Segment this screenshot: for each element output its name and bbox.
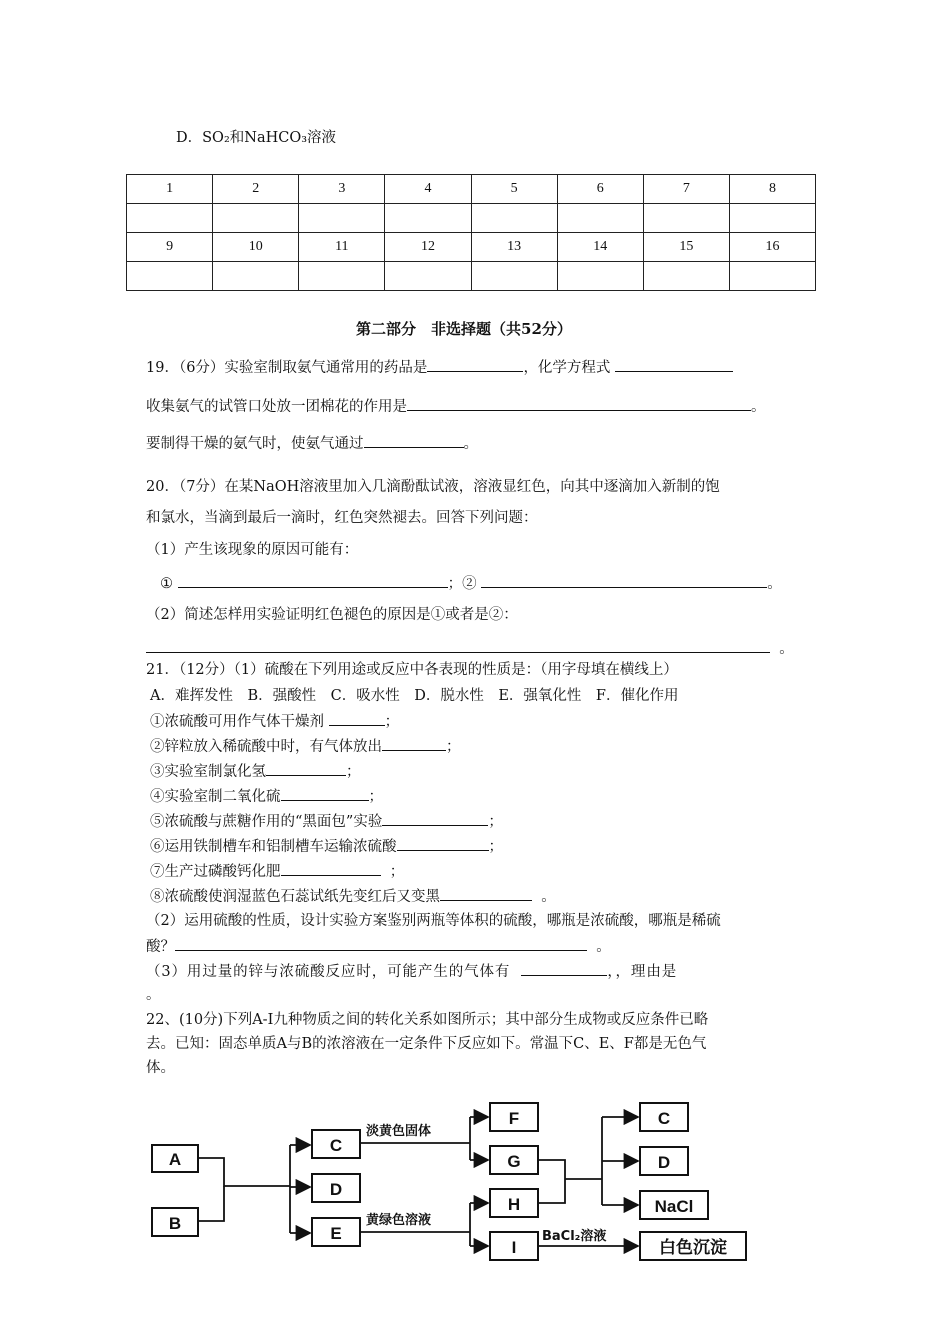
table-cell: 2 xyxy=(213,175,299,204)
answer-cell[interactable] xyxy=(557,262,643,291)
item-end: ； xyxy=(384,714,400,730)
q21-item xyxy=(150,861,404,882)
item-text: ⑤浓硫酸与蔗糖作用的“黑面包”实验 xyxy=(150,814,383,830)
q19-line3 xyxy=(146,433,478,454)
item-text: ⑥运用铁制槽车和铝制槽车运输浓硫酸 xyxy=(150,839,397,855)
box-a xyxy=(152,1145,198,1172)
q22-line1: 22、(10分)下列A-I九种物质之间的转化关系如图所示；其中部分生成物或反应条件已略 xyxy=(146,1012,709,1028)
q20-line6 xyxy=(146,638,794,659)
table-cell: 15 xyxy=(643,233,729,262)
connector-line xyxy=(198,1158,290,1186)
item-end: ； xyxy=(488,839,503,855)
box-e xyxy=(312,1218,360,1246)
q19-text: ，化学方程式 xyxy=(523,360,611,376)
table-cell: 5 xyxy=(471,175,557,204)
q21-item xyxy=(150,761,361,782)
box-white-precipitate xyxy=(640,1232,746,1260)
answer-blank[interactable] xyxy=(178,573,448,588)
answer-cell[interactable] xyxy=(643,262,729,291)
item-end: ； xyxy=(346,764,361,780)
answer-cell[interactable] xyxy=(299,262,385,291)
label-bacl2-solution: BaCl₂溶液 xyxy=(542,1229,607,1244)
answer-blank[interactable] xyxy=(382,811,488,826)
q20-end2: 。 xyxy=(779,641,794,657)
part2-end: 。 xyxy=(596,939,611,955)
answer-blank[interactable] xyxy=(382,736,446,751)
answer-blank[interactable] xyxy=(521,961,607,976)
q21-line1: 21．（12分）（1）硫酸在下列用途或反应中各表现的性质是：（用字母填在横线上） xyxy=(146,662,678,678)
label-yellow-green-solution: 黄绿色溶液 xyxy=(366,1213,432,1228)
box-label: D xyxy=(657,1153,671,1172)
q21-item xyxy=(150,786,383,807)
answer-blank[interactable] xyxy=(146,638,770,653)
answer-blank[interactable] xyxy=(407,396,751,411)
circle-1: ① xyxy=(160,576,173,592)
answer-cell[interactable] xyxy=(557,204,643,233)
table-cell: 4 xyxy=(385,175,471,204)
answer-cell[interactable] xyxy=(213,204,299,233)
box-f xyxy=(490,1103,538,1131)
item-end: ； xyxy=(368,789,383,805)
box-label: C xyxy=(329,1136,343,1155)
box-i xyxy=(490,1232,538,1260)
q19-text: 。 xyxy=(463,436,478,452)
q22-line2: 去。已知：固态单质A与B的浓溶液在一定条件下反应如下。常温下C、E、F都是无色气 xyxy=(146,1036,707,1052)
table-cell: 7 xyxy=(643,175,729,204)
q21-options: A．难挥发性 B．强酸性 C．吸水性 D．脱水性 E．强氧化性 F．催化作用 xyxy=(150,688,679,704)
table-cell: 8 xyxy=(729,175,815,204)
item-end: 。 xyxy=(541,889,556,905)
box-label: A xyxy=(168,1150,182,1169)
q20-end: 。 xyxy=(767,576,782,592)
q21-item xyxy=(150,836,503,857)
box-c xyxy=(312,1130,360,1158)
box-b xyxy=(152,1208,198,1236)
q22-line3: 体。 xyxy=(146,1060,175,1076)
item-text: ③实验室制氯化氢 xyxy=(150,764,266,780)
q21-item xyxy=(150,886,556,907)
q19-text: 收集氨气的试管口处放一团棉花的作用是 xyxy=(146,399,407,415)
q21-item xyxy=(150,811,503,832)
item-text: ④实验室制二氧化硫 xyxy=(150,789,281,805)
answer-blank[interactable] xyxy=(175,936,587,951)
answer-cell[interactable] xyxy=(471,262,557,291)
q21-part2-line2 xyxy=(146,936,611,957)
answer-cell[interactable] xyxy=(643,204,729,233)
table-row xyxy=(127,175,816,204)
answer-blank[interactable] xyxy=(281,786,369,801)
answer-blank[interactable] xyxy=(615,357,733,372)
section-title: 第二部分 非选择题（共52分） xyxy=(356,320,572,338)
table-cell: 13 xyxy=(471,233,557,262)
table-cell: 16 xyxy=(729,233,815,262)
box-label: B xyxy=(168,1214,182,1233)
connector-line xyxy=(538,1179,565,1203)
part3-text: （3）用过量的锌与浓硫酸反应时，可能产生的气体有 xyxy=(146,964,511,980)
item-text: ②锌粒放入稀硫酸中时，有气体放出 xyxy=(150,739,382,755)
q19-text: 要制得干燥的氨气时，使氨气通过 xyxy=(146,436,364,452)
answer-blank[interactable] xyxy=(440,886,532,901)
box-h xyxy=(490,1189,538,1217)
answer-blank[interactable] xyxy=(329,711,385,726)
q21-part3-line1: （3）用过量的锌与浓硫酸反应时，可能产生的气体有 ，，理由是 xyxy=(146,961,677,982)
box-label: E xyxy=(330,1224,342,1243)
answer-cell[interactable] xyxy=(213,262,299,291)
q19-text: 。 xyxy=(751,399,766,415)
answer-cell[interactable] xyxy=(471,204,557,233)
answer-blank[interactable] xyxy=(481,573,767,588)
q20-line1: 20．（7分）在某NaOH溶液里加入几滴酚酞试液，溶液显红色，向其中逐滴加入新制的饱 xyxy=(146,479,720,495)
item-text: ⑧浓硫酸使润湿蓝色石蕊试纸先变红后又变黑 xyxy=(150,889,440,905)
q19-text: 19．（6分）实验室制取氨气通常用的药品是 xyxy=(146,360,428,376)
answer-table xyxy=(126,174,816,291)
q21-item xyxy=(150,711,399,732)
answer-blank[interactable] xyxy=(364,433,464,448)
table-cell: 10 xyxy=(213,233,299,262)
answer-cell[interactable] xyxy=(385,204,471,233)
q19-line2 xyxy=(146,396,766,417)
answer-cell[interactable] xyxy=(729,204,815,233)
answer-blank[interactable] xyxy=(427,357,523,372)
part2-text: 酸？ xyxy=(146,939,175,955)
box-nacl xyxy=(640,1191,708,1219)
q20-line4 xyxy=(160,573,782,594)
answer-cell[interactable] xyxy=(127,262,213,291)
table-cell: 3 xyxy=(299,175,385,204)
box-label: 白色沉淀 xyxy=(659,1238,727,1257)
part3-text: ，理由是 xyxy=(615,964,678,980)
table-cell: 12 xyxy=(385,233,471,262)
item-end: ； xyxy=(488,814,503,830)
answer-cell[interactable] xyxy=(385,262,471,291)
answer-cell[interactable] xyxy=(729,262,815,291)
answer-blank[interactable] xyxy=(281,861,381,876)
answer-blank[interactable] xyxy=(266,761,346,776)
box-label: H xyxy=(507,1195,521,1214)
answer-cell[interactable] xyxy=(299,204,385,233)
q21-item xyxy=(150,736,461,757)
table-row xyxy=(127,204,816,233)
q20-sep: ；② xyxy=(447,576,477,592)
box-d-product xyxy=(640,1147,688,1175)
connector-line xyxy=(198,1186,224,1221)
table-row xyxy=(127,262,816,291)
box-label: I xyxy=(511,1238,517,1257)
q21-part3-end: 。 xyxy=(146,987,161,1003)
answer-blank[interactable] xyxy=(397,836,489,851)
box-c-product xyxy=(640,1103,688,1131)
table-cell: 1 xyxy=(127,175,213,204)
item-end: ； xyxy=(446,739,461,755)
box-label: G xyxy=(507,1152,521,1171)
table-cell: 11 xyxy=(299,233,385,262)
table-cell: 9 xyxy=(127,233,213,262)
q21-part2-line1: （2）运用硫酸的性质，设计实验方案鉴别两瓶等体积的硫酸，哪瓶是浓硫酸，哪瓶是稀硫 xyxy=(146,913,721,929)
item-text: ①浓硫酸可用作气体干燥剂 xyxy=(150,714,324,730)
label-pale-yellow-solid: 淡黄色固体 xyxy=(366,1124,432,1139)
table-row xyxy=(127,233,816,262)
reaction-diagram xyxy=(140,1090,780,1274)
box-g xyxy=(490,1146,538,1174)
option-d: D．SO₂和NaHCO₃溶液 xyxy=(176,130,337,146)
box-label: F xyxy=(508,1109,520,1128)
q20-line3: （1）产生该现象的原因可能有： xyxy=(146,542,359,558)
item-text: ⑦生产过磷酸钙化肥 xyxy=(150,864,281,880)
box-d xyxy=(312,1174,360,1202)
box-label: C xyxy=(657,1109,671,1128)
answer-cell[interactable] xyxy=(127,204,213,233)
table-cell: 14 xyxy=(557,233,643,262)
q19-line1 xyxy=(146,357,733,378)
table-cell: 6 xyxy=(557,175,643,204)
item-end: ； xyxy=(389,864,405,880)
connector-line xyxy=(538,1160,565,1179)
box-label: D xyxy=(329,1180,343,1199)
q20-line2: 和氯水，当滴到最后一滴时，红色突然褪去。回答下列问题： xyxy=(146,510,538,526)
box-label: NaCl xyxy=(654,1197,694,1216)
q20-line5: （2）简述怎样用实验证明红色褪色的原因是①或者是②： xyxy=(146,607,518,623)
